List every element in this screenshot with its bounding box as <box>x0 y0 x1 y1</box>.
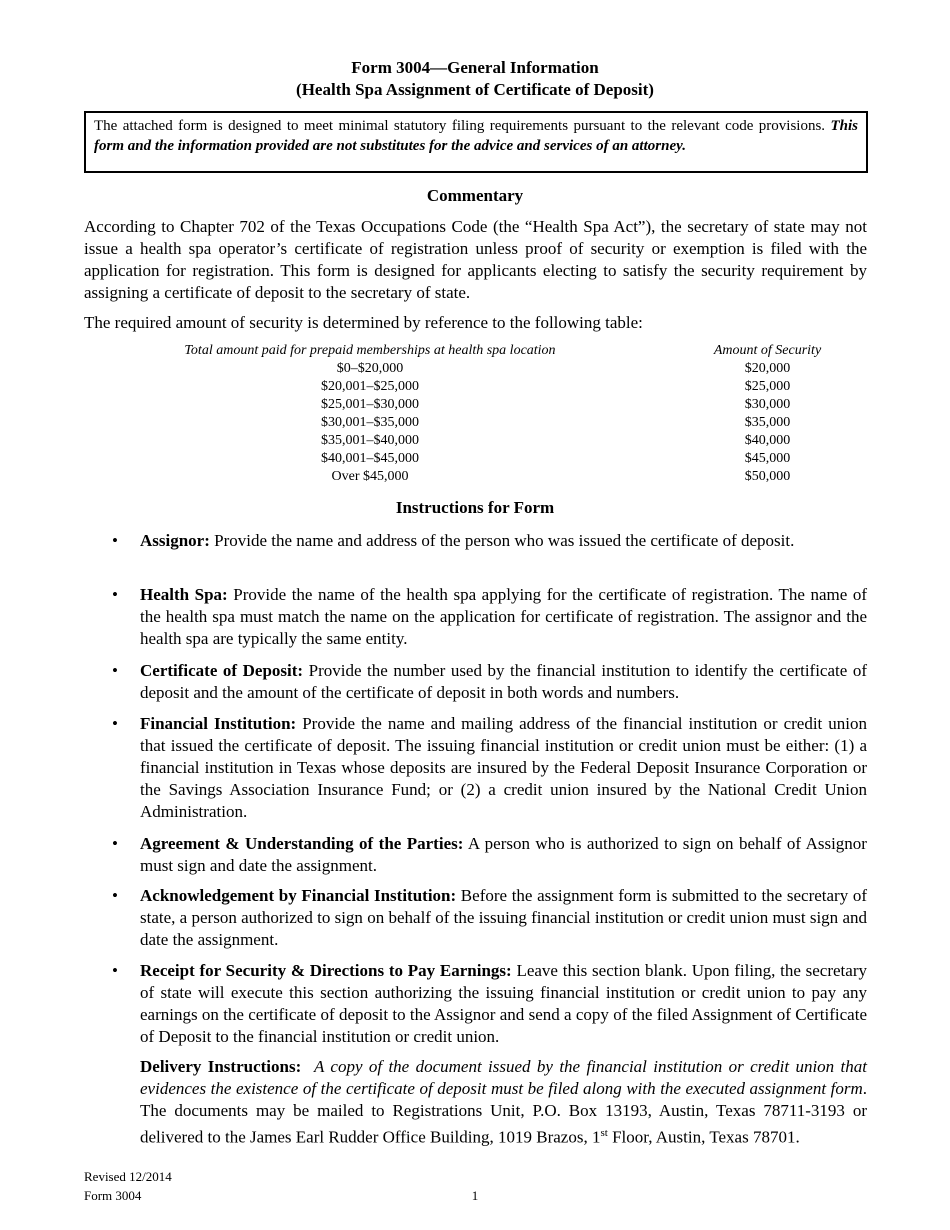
instruction-label: Financial Institution: <box>140 714 297 733</box>
paid-cell: $40,001–$45,000 <box>321 451 419 466</box>
commentary-paragraph: According to Chapter 702 of the Texas Occupations Code (the “Health Spa Act”), the secretary of state may not issue a health spa operator’s certificate of registration unless proof of security or exemption is filed with the application for registration. This form is designed for applicants electing to satisfy the security requirement by assigning a certificate of deposit to the secretary of state. <box>84 217 867 302</box>
instruction-label: Agreement & Understanding of the Parties: <box>140 834 464 853</box>
instruction-label: Assignor: <box>140 531 210 550</box>
disclaimer-text: The attached form is designed to meet minimal statutory filing requirements pursuant to the relevant code provisions. <box>94 118 826 134</box>
security-cell: $50,000 <box>744 469 791 484</box>
instruction-item-certificate <box>112 660 867 704</box>
delivery-text: . The documents may be mailed to Registrations Unit, P.O. Box 13193, Austin, Texas 78711-3193 or delivered to the James Earl Rudder Office Building, 1019 Brazos, 1 <box>140 1079 867 1147</box>
instruction-label: Receipt for Security & Directions to Pay Earnings: <box>140 961 512 980</box>
bullet-icon: • <box>112 886 118 905</box>
table-row <box>0 360 950 378</box>
security-cell: $25,000 <box>744 379 791 394</box>
security-cell: $35,000 <box>744 415 791 430</box>
form-subtitle: (Health Spa Assignment of Certificate of Deposit) <box>296 80 654 99</box>
security-cell: $40,000 <box>744 433 791 448</box>
paid-cell: $30,001–$35,000 <box>321 415 419 430</box>
instruction-item-health-spa <box>112 584 867 650</box>
page-number: 1 <box>471 1188 479 1203</box>
instruction-label: Health Spa: <box>140 585 228 604</box>
instruction-text: Provide the number used by the financial institution to identify the certificate of deposit and the amount of the certificate of deposit in both words and numbers. <box>140 661 867 702</box>
disclaimer-box <box>84 111 868 173</box>
disclaimer-emphasis: This form and the information provided are not substitutes for the advice and services of an attorney. <box>94 118 858 154</box>
paid-cell: $20,001–$25,000 <box>321 379 419 394</box>
instruction-text: Leave this section blank. Upon filing, the secretary of state will execute this section authorizing the issuing financial institution or credit union to pay any earnings on the certificate of deposit to the Assignor and send a copy of the filed Assignment of Certificate of Deposit to the financial institution or credit union. <box>140 961 867 1046</box>
instruction-text: A person who is authorized to sign on behalf of Assignor must sign and date the assignment. <box>140 834 867 875</box>
instruction-item-acknowledgement <box>112 885 867 951</box>
paid-cell: $0–$20,000 <box>336 361 404 376</box>
instruction-item-receipt <box>112 960 867 1048</box>
bullet-icon: • <box>112 531 118 550</box>
table-row <box>0 450 950 468</box>
form-id: Form 3004 <box>84 1188 142 1203</box>
instruction-item-assignor <box>112 530 867 552</box>
instruction-text: Provide the name and address of the person who was issued the certificate of deposit. <box>209 531 795 550</box>
instruction-label: Acknowledgement by Financial Institution: <box>140 886 457 905</box>
instruction-text: Provide the name of the health spa applying for the certificate of registration. The name of the health spa must match the name on the application for certificate of registration. The assignor and the health spa are typically the same entity. <box>140 585 867 648</box>
delivery-italic-text: A copy of the document issued by the financial institution or credit union that evidences the existence of the certificate of deposit must be filed along with the executed assignment form <box>140 1057 867 1098</box>
bullet-icon: • <box>112 961 118 980</box>
table-intro-paragraph: The required amount of security is determined by reference to the following table: <box>84 313 643 332</box>
paid-cell: $25,001–$30,000 <box>321 397 419 412</box>
table-row <box>0 468 950 486</box>
table-header-row <box>0 342 950 360</box>
form-title: Form 3004—General Information <box>351 58 599 77</box>
commentary-heading: Commentary <box>426 186 524 205</box>
instruction-label: Certificate of Deposit: <box>140 661 304 680</box>
paid-cell: Over $45,000 <box>331 469 409 484</box>
instructions-heading: Instructions for Form <box>395 498 555 517</box>
security-cell: $45,000 <box>744 451 791 466</box>
bullet-icon: • <box>112 834 118 853</box>
instruction-text: Provide the name and mailing address of the financial institution or credit union that issued the certificate of deposit. The issuing financial institution or credit union must be either: (1) a financial institution in Texas whose deposits are insured by the Federal Deposit Insurance Corporation or the Savings Association Insurance Fund; or (2) a credit union insured by the National Credit Union Administration. <box>140 714 867 821</box>
delivery-superscript: st <box>600 1127 608 1139</box>
instruction-item-financial-institution <box>112 713 867 823</box>
security-cell: $20,000 <box>744 361 791 376</box>
instruction-item-agreement <box>112 833 867 877</box>
paid-cell: $35,001–$40,000 <box>321 433 419 448</box>
header-paid: Total amount paid for prepaid memberships at health spa location <box>184 343 556 358</box>
table-row <box>0 396 950 414</box>
security-cell: $30,000 <box>744 397 791 412</box>
bullet-icon: • <box>112 661 118 680</box>
bullet-icon: • <box>112 585 118 604</box>
bullet-icon: • <box>112 714 118 733</box>
table-row <box>0 432 950 450</box>
instruction-text: Before the assignment form is submitted to the secretary of state, a person authorized to sign on behalf of the issuing financial institution or credit union must sign and date the assignment. <box>140 886 867 949</box>
revised-date: Revised 12/2014 <box>84 1169 172 1184</box>
table-row <box>0 378 950 396</box>
delivery-text-end: Floor, Austin, Texas 78701. <box>607 1127 800 1147</box>
delivery-label: Delivery Instructions: <box>140 1057 302 1076</box>
header-security: Amount of Security <box>713 343 822 358</box>
delivery-instructions <box>140 1056 867 1149</box>
table-row <box>0 414 950 432</box>
